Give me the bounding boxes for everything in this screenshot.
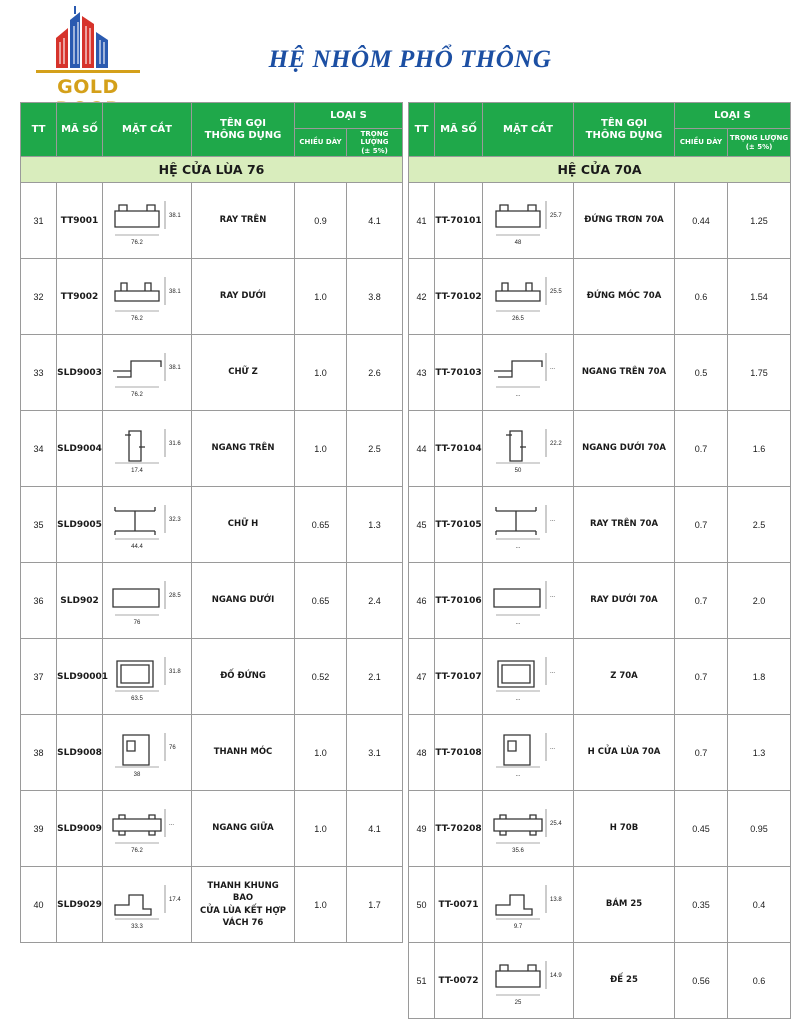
profile-outline (504, 735, 530, 765)
cross-section-drawing (486, 421, 570, 477)
profile-code: SLD9008 (57, 715, 103, 791)
thickness-value: 1.0 (295, 791, 347, 867)
profile-outline (115, 205, 159, 227)
cross-section-cell (103, 411, 192, 487)
thickness-value: 0.56 (675, 943, 728, 1019)
cross-section-drawing (105, 269, 189, 325)
col-header-ten-goi: TÊN GỌI THÔNG DỤNG (192, 103, 295, 157)
width-dimension-label: 76.2 (131, 391, 143, 398)
table-row (409, 335, 791, 411)
col-header-chieu-day: CHIỀU DÀY (295, 129, 347, 157)
common-name (192, 183, 295, 259)
profile-code: TT-70105 (435, 487, 483, 563)
thickness-value: 0.9 (295, 183, 347, 259)
width-dimension-label: ... (515, 619, 521, 626)
width-dimension-label: 33.3 (131, 923, 143, 930)
cross-section-drawing (105, 877, 189, 933)
cross-section-drawing (105, 649, 189, 705)
common-name (574, 563, 675, 639)
width-dimension-label: 35.6 (512, 847, 524, 854)
common-name-line: BÁM 25 (605, 899, 643, 910)
width-dimension-label: ... (515, 695, 521, 702)
profile-outline (123, 735, 149, 765)
table-row (409, 411, 791, 487)
weight-value: 2.4 (347, 563, 403, 639)
group-title: HỆ CỬA 70A (409, 157, 791, 183)
table-row (21, 335, 403, 411)
cross-section-cell (483, 411, 574, 487)
table-row (21, 715, 403, 791)
weight-value: 1.7 (347, 867, 403, 943)
profile-outline (496, 283, 540, 301)
common-name-line: ĐỨNG TRƠN 70A (584, 215, 664, 226)
thickness-value: 0.7 (675, 411, 728, 487)
weight-value: 4.1 (347, 183, 403, 259)
width-dimension-label: 63.5 (131, 695, 143, 702)
weight-value: 2.1 (347, 639, 403, 715)
cross-section-drawing (486, 877, 570, 933)
table-row (21, 259, 403, 335)
common-name (192, 411, 295, 487)
common-name-line: H CỬA LÙA 70A (587, 747, 661, 758)
cross-section-cell (103, 867, 192, 943)
table-row (409, 791, 791, 867)
profile-code: TT-70104 (435, 411, 483, 487)
profile-code: TT-70101 (435, 183, 483, 259)
height-dimension-label: ... (550, 592, 556, 599)
profile-code: SLD9029 (57, 867, 103, 943)
height-dimension-label: ... (169, 820, 175, 827)
row-number: 39 (21, 791, 57, 867)
row-number: 40 (21, 867, 57, 943)
table-row (409, 183, 791, 259)
row-number: 49 (409, 791, 435, 867)
weight-value: 2.5 (728, 487, 791, 563)
weight-value: 2.5 (347, 411, 403, 487)
profile-outline (496, 895, 532, 915)
profile-outline (115, 283, 159, 301)
page-title: HỆ NHÔM PHỔ THÔNG (268, 46, 552, 73)
profile-outline (115, 895, 151, 915)
profile-code: SLD902 (57, 563, 103, 639)
weight-value: 0.4 (728, 867, 791, 943)
row-number: 51 (409, 943, 435, 1019)
height-dimension-label: 13.8 (550, 896, 562, 903)
width-dimension-label: 76 (133, 619, 141, 626)
common-name (192, 563, 295, 639)
common-name-line: NGANG TRÊN (211, 443, 275, 454)
width-dimension-label: 76.2 (131, 315, 143, 322)
common-name-line: ĐỨNG MÓC 70A (586, 291, 662, 302)
cross-section-drawing (486, 953, 570, 1009)
row-number: 48 (409, 715, 435, 791)
table-row (409, 259, 791, 335)
common-name-line: ĐẾ 25 (610, 975, 638, 986)
profile-outline (494, 589, 540, 607)
gold-door-logo (28, 6, 148, 98)
profile-outline (117, 661, 153, 687)
cross-section-cell (103, 639, 192, 715)
width-dimension-label: 38 (133, 771, 141, 778)
common-name (574, 259, 675, 335)
weight-value: 1.3 (728, 715, 791, 791)
common-name-line: RAY DƯỚI (219, 291, 267, 302)
thickness-value: 0.52 (295, 639, 347, 715)
cross-section-drawing (105, 497, 189, 553)
width-dimension-label: 50 (514, 467, 522, 474)
table-row (21, 411, 403, 487)
width-dimension-label: ... (515, 391, 521, 398)
common-name-line: THANH KHUNG BAO (207, 880, 279, 904)
cross-section-drawing (105, 421, 189, 477)
weight-value: 3.8 (347, 259, 403, 335)
row-number: 35 (21, 487, 57, 563)
cross-section-drawing (105, 801, 189, 857)
width-dimension-label: ... (515, 771, 521, 778)
height-dimension-label: 25.5 (550, 288, 562, 295)
table-row (21, 867, 403, 943)
thickness-value: 0.45 (675, 791, 728, 867)
profile-outline (113, 589, 159, 607)
cross-section-drawing (105, 193, 189, 249)
cross-section-cell (103, 563, 192, 639)
cross-section-cell (483, 867, 574, 943)
common-name-line: H 70B (609, 823, 639, 834)
table-row (21, 487, 403, 563)
common-name-line: RAY TRÊN (219, 215, 267, 226)
thickness-value: 1.0 (295, 715, 347, 791)
table-row (409, 563, 791, 639)
common-name-line: ĐỐ ĐỨNG (220, 671, 266, 682)
col-header-ten-goi: TÊN GỌI THÔNG DỤNG (574, 103, 675, 157)
weight-value: 1.8 (728, 639, 791, 715)
common-name (574, 183, 675, 259)
width-dimension-label: 17.4 (131, 467, 143, 474)
profile-code: TT-70106 (435, 563, 483, 639)
profile-code: TT-70108 (435, 715, 483, 791)
row-number: 36 (21, 563, 57, 639)
width-dimension-label: 26.5 (512, 315, 524, 322)
profile-table-left (20, 102, 403, 943)
col-header-trong-luong: TRỌNG LƯỢNG (± 5%) (728, 129, 791, 157)
common-name-line: NGANG DƯỚI (211, 595, 275, 606)
common-name-line: NGANG DƯỚI 70A (582, 443, 666, 454)
col-header-trong-luong: TRỌNG LƯỢNG (± 5%) (347, 129, 403, 157)
height-dimension-label: 28.5 (169, 592, 181, 599)
width-dimension-label: ... (515, 543, 521, 550)
weight-value: 0.95 (728, 791, 791, 867)
width-dimension-label: 44.4 (131, 543, 143, 550)
row-number: 34 (21, 411, 57, 487)
common-name (574, 335, 675, 411)
common-name (574, 715, 675, 791)
thickness-value: 1.0 (295, 335, 347, 411)
profile-code: TT-70107 (435, 639, 483, 715)
profile-outline (113, 815, 161, 835)
table-row (21, 563, 403, 639)
common-name (192, 259, 295, 335)
profile-outline (115, 507, 155, 535)
width-dimension-label: 76.2 (131, 239, 143, 246)
col-header-loai-s: LOẠI S (675, 103, 791, 129)
width-dimension-label: 48 (514, 239, 522, 246)
thickness-value: 0.65 (295, 563, 347, 639)
cross-section-drawing (486, 193, 570, 249)
height-dimension-label: 14.9 (550, 972, 562, 979)
row-number: 32 (21, 259, 57, 335)
thickness-value: 0.65 (295, 487, 347, 563)
height-dimension-label: ... (550, 364, 556, 371)
cross-section-cell (483, 259, 574, 335)
height-dimension-label: 38.1 (169, 288, 181, 295)
col-header-mat-cat: MẶT CẮT (103, 103, 192, 157)
table-row (409, 943, 791, 1019)
cross-section-drawing (105, 573, 189, 629)
common-name-line: Z 70A (610, 671, 638, 682)
height-dimension-label: ... (550, 516, 556, 523)
cross-section-cell (483, 715, 574, 791)
cross-section-drawing (486, 573, 570, 629)
common-name (192, 791, 295, 867)
cross-section-drawing (486, 345, 570, 401)
row-number: 31 (21, 183, 57, 259)
height-dimension-label: 76 (169, 744, 176, 751)
row-number: 38 (21, 715, 57, 791)
cross-section-cell (483, 487, 574, 563)
thickness-value: 0.7 (675, 715, 728, 791)
logo-text: GOLD (57, 76, 119, 98)
common-name (574, 791, 675, 867)
profile-code: TT-0071 (435, 867, 483, 943)
common-name (192, 487, 295, 563)
cross-section-cell (483, 335, 574, 411)
weight-value: 1.6 (728, 411, 791, 487)
cross-section-cell (483, 943, 574, 1019)
weight-value: 4.1 (347, 791, 403, 867)
height-dimension-label: 38.1 (169, 364, 181, 371)
common-name-line: VÁCH 76 (222, 917, 264, 928)
common-name (574, 487, 675, 563)
row-number: 43 (409, 335, 435, 411)
weight-value: 1.25 (728, 183, 791, 259)
table-row (21, 639, 403, 715)
profile-code: TT-70103 (435, 335, 483, 411)
thickness-value: 1.0 (295, 867, 347, 943)
row-number: 44 (409, 411, 435, 487)
profile-outline (494, 815, 542, 835)
cross-section-drawing (486, 269, 570, 325)
row-number: 47 (409, 639, 435, 715)
col-header-tt: TT (21, 103, 57, 157)
common-name (574, 639, 675, 715)
profile-outline (125, 431, 145, 461)
cross-section-drawing (486, 497, 570, 553)
thickness-value: 0.35 (675, 867, 728, 943)
common-name-line: THANH MÓC (213, 747, 273, 758)
row-number: 42 (409, 259, 435, 335)
profile-code: TT-0072 (435, 943, 483, 1019)
common-name-line: RAY TRÊN 70A (589, 519, 659, 530)
cross-section-cell (483, 183, 574, 259)
table-row (409, 715, 791, 791)
thickness-value: 0.7 (675, 487, 728, 563)
common-name (574, 867, 675, 943)
profile-code: TT9002 (57, 259, 103, 335)
cross-section-cell (483, 639, 574, 715)
cross-section-drawing (486, 725, 570, 781)
table-row (409, 639, 791, 715)
profile-code: TT9001 (57, 183, 103, 259)
cross-section-cell (483, 791, 574, 867)
thickness-value: 0.7 (675, 563, 728, 639)
cross-section-drawing (105, 725, 189, 781)
cross-section-cell (103, 791, 192, 867)
width-dimension-label: 9.7 (513, 923, 523, 930)
width-dimension-label: 76.2 (131, 847, 143, 854)
profile-outline (113, 361, 161, 377)
common-name-line: CHỮ H (227, 519, 259, 530)
col-header-loai-s: LOẠI S (295, 103, 403, 129)
profile-outline (496, 205, 540, 227)
row-number: 45 (409, 487, 435, 563)
table-row (409, 487, 791, 563)
profile-code: TT-70102 (435, 259, 483, 335)
col-header-mat-cat: MẶT CẮT (483, 103, 574, 157)
height-dimension-label: 22.2 (550, 440, 562, 447)
profile-code: SLD9003 (57, 335, 103, 411)
row-number: 37 (21, 639, 57, 715)
height-dimension-label: 31.6 (169, 440, 181, 447)
common-name (192, 867, 295, 943)
building-logo-icon (28, 6, 148, 78)
row-number: 50 (409, 867, 435, 943)
height-dimension-label: 38.1 (169, 212, 181, 219)
row-number: 41 (409, 183, 435, 259)
common-name (192, 335, 295, 411)
col-header-chieu-day: CHIỀU DÀY (675, 129, 728, 157)
profile-outline (494, 361, 542, 377)
profile-code: SLD9005 (57, 487, 103, 563)
width-dimension-label: 25 (514, 999, 522, 1006)
height-dimension-label: ... (550, 668, 556, 675)
col-header-ma-so: MÃ SỐ (57, 103, 103, 157)
col-header-ma-so: MÃ SỐ (435, 103, 483, 157)
height-dimension-label: 25.7 (550, 212, 562, 219)
weight-value: 1.75 (728, 335, 791, 411)
weight-value: 1.3 (347, 487, 403, 563)
group-title: HỆ CỬA LÙA 76 (21, 157, 403, 183)
height-dimension-label: ... (550, 744, 556, 751)
thickness-value: 0.5 (675, 335, 728, 411)
profile-code: TT-70208 (435, 791, 483, 867)
profile-outline (496, 507, 536, 535)
profile-table-right (408, 102, 791, 1019)
common-name (192, 715, 295, 791)
table-row (21, 183, 403, 259)
weight-value: 2.6 (347, 335, 403, 411)
weight-value: 1.54 (728, 259, 791, 335)
common-name-line: CỬA LÙA KẾT HỢP (199, 905, 287, 916)
table-row (409, 867, 791, 943)
row-number: 46 (409, 563, 435, 639)
cross-section-cell (103, 487, 192, 563)
thickness-value: 1.0 (295, 411, 347, 487)
cross-section-drawing (486, 801, 570, 857)
height-dimension-label: 25.4 (550, 820, 562, 827)
thickness-value: 1.0 (295, 259, 347, 335)
common-name-line: NGANG TRÊN 70A (581, 367, 667, 378)
common-name-line: CHỮ Z (228, 367, 258, 378)
height-dimension-label: 32.3 (169, 516, 181, 523)
height-dimension-label: 17.4 (169, 896, 181, 903)
profile-code: SLD90001 (57, 639, 103, 715)
weight-value: 2.0 (728, 563, 791, 639)
common-name (574, 411, 675, 487)
thickness-value: 0.6 (675, 259, 728, 335)
profile-code: SLD9004 (57, 411, 103, 487)
thickness-value: 0.7 (675, 639, 728, 715)
profile-outline (498, 661, 534, 687)
row-number: 33 (21, 335, 57, 411)
cross-section-drawing (105, 345, 189, 401)
cross-section-drawing (486, 649, 570, 705)
cross-section-cell (483, 563, 574, 639)
cross-section-cell (103, 335, 192, 411)
cross-section-cell (103, 715, 192, 791)
cross-section-cell (103, 183, 192, 259)
weight-value: 3.1 (347, 715, 403, 791)
height-dimension-label: 31.8 (169, 668, 181, 675)
cross-section-cell (103, 259, 192, 335)
common-name-line: RAY DƯỚI 70A (590, 595, 658, 606)
thickness-value: 0.44 (675, 183, 728, 259)
profile-code: SLD9009 (57, 791, 103, 867)
profile-outline (496, 965, 540, 987)
profile-outline (506, 431, 526, 461)
col-header-tt: TT (409, 103, 435, 157)
common-name (192, 639, 295, 715)
common-name-line: NGANG GIỮA (212, 823, 274, 834)
table-row (21, 791, 403, 867)
common-name (574, 943, 675, 1019)
weight-value: 0.6 (728, 943, 791, 1019)
